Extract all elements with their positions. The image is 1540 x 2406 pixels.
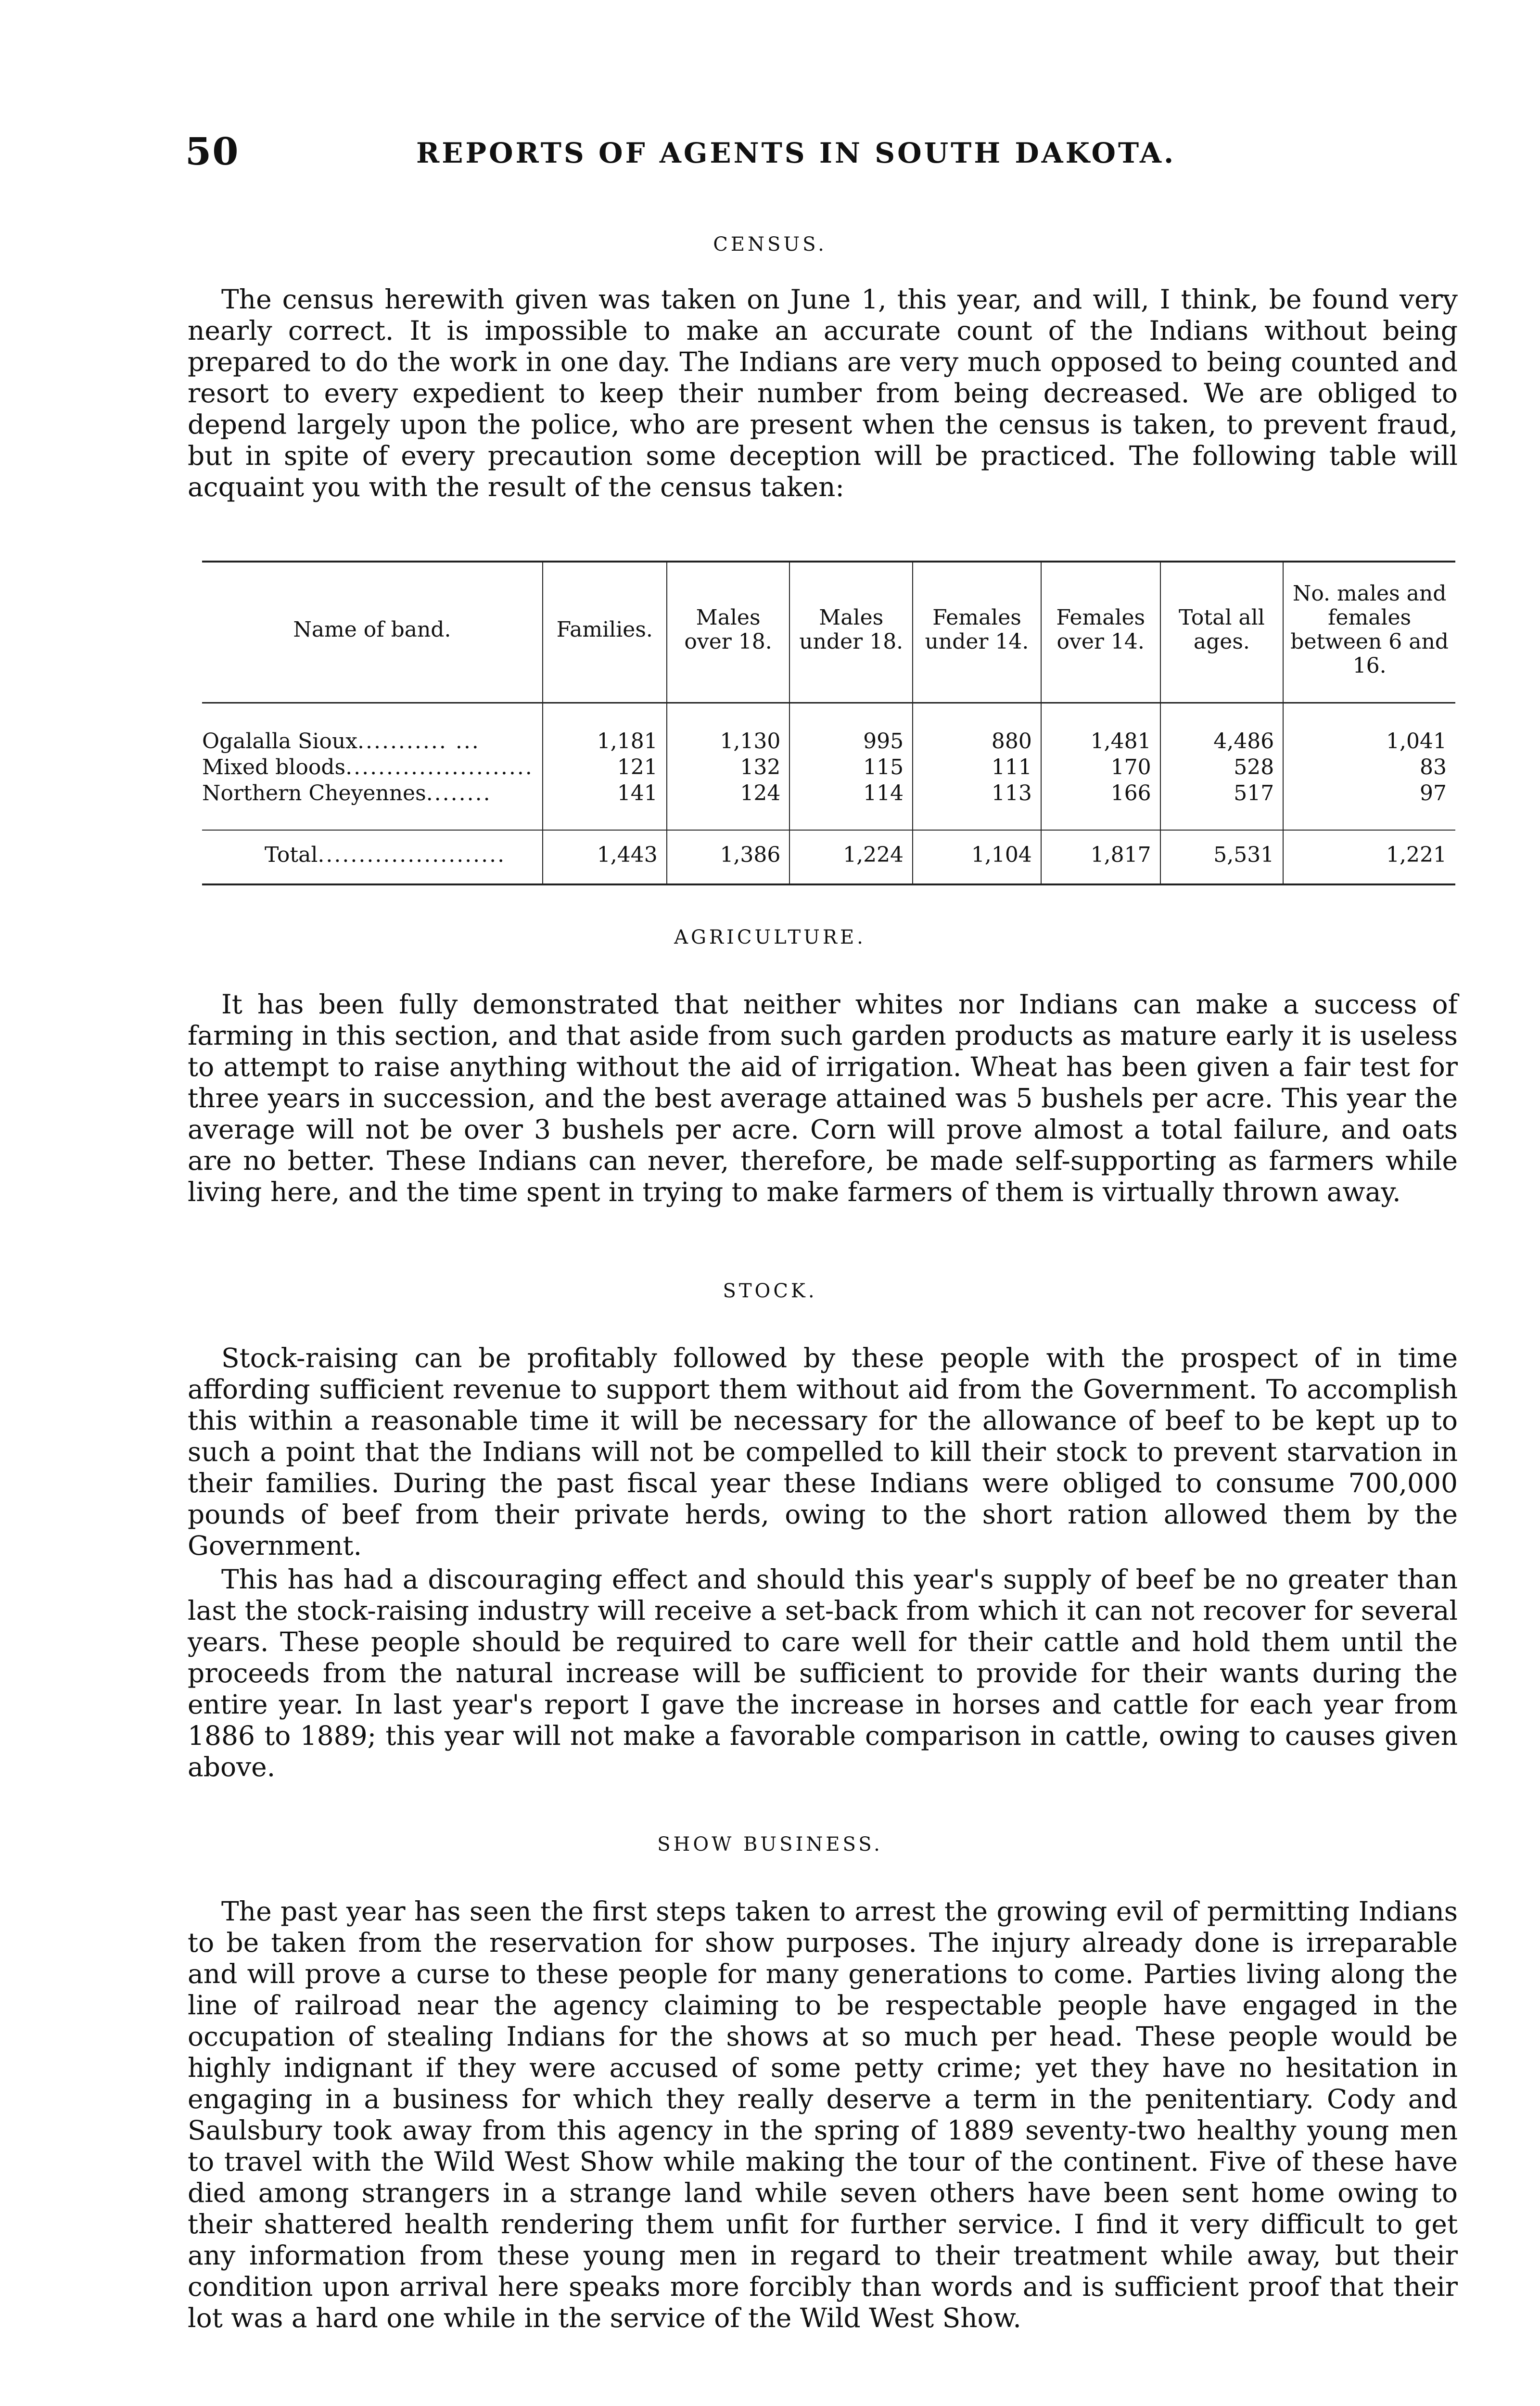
column-header: Males under 18. <box>789 562 913 703</box>
column-header: Families. <box>543 562 667 703</box>
table-cell: 528 <box>1160 754 1284 780</box>
band-name: Northern Cheyennes <box>202 781 426 806</box>
table-cell: 141 <box>543 780 667 806</box>
column-header: Total all ages. <box>1160 562 1284 703</box>
show-business-paragraph: The past year has seen the first steps taken to arrest the growing evil of permitting Indians to be taken from the reservation for show purposes. The injury already done is irreparable and will prove a curse to these people for many generations to come. Parties living along the line of railroad near the agency claiming to be respectable people have engaged in the occupation of stealing Indians for the shows at so much per head. These people would be highly indignant if they were accused of some petty crime; yet they have no hesitation in engaging in a business for which they really deserve a term in the penitentiary. Cody and Saulsbury took away from this agency in the spring of 1889 seventy-two healthy young men to travel with the Wild West Show while making the tour of the continent. Five of these have died among strangers in a strange land while seven others have been sent home owing to their shattered health rendering them unfit for further service. I find it very difficult to get any information from these young men in regard to their treatment while away, but their condition upon arrival here speaks more forcibly than words and is sufficient proof that their lot was a hard one while in the service of the Wild West Show. <box>188 1896 1458 2333</box>
table-row <box>202 754 1455 780</box>
total-label: Total <box>265 843 318 867</box>
band-name-cell <box>202 728 543 754</box>
table-cell: 4,486 <box>1160 728 1284 754</box>
census-table <box>202 561 1455 885</box>
table-row <box>202 728 1455 754</box>
table-cell: 121 <box>543 754 667 780</box>
dot-leaders: ........ <box>426 781 492 806</box>
table-cell: 132 <box>667 754 790 780</box>
stock-paragraph-1: Stock-raising can be profitably followed by these people with the prospect of in time affording sufficient revenue to support them without aid from the Government. To accomplish this within a reasonable time it will be necessary for the allowance of beef to be kept up to such a point that the Indians will not be compelled to kill their stock to prevent starvation in their families. During the past fiscal year these Indians were obliged to consume 700,000 pounds of beef from their private herds, owing to the short ration allowed them by the Government. <box>188 1343 1458 1561</box>
table-cell: 170 <box>1041 754 1160 780</box>
table-header-row <box>202 562 1455 703</box>
band-name-cell <box>202 780 543 806</box>
column-header: Name of band. <box>202 562 543 703</box>
table-cell: 1,221 <box>1283 830 1455 884</box>
table-cell: 111 <box>913 754 1041 780</box>
table-cell: 1,041 <box>1283 728 1455 754</box>
table-cell: 113 <box>913 780 1041 806</box>
agriculture-paragraph: It has been fully demonstrated that neither whites nor Indians can make a success of farming in this section, and that aside from such garden products as mature early it is useless to attempt to raise anything without the aid of irrigation. Wheat has been given a fair test for three years in succession, and the best average attained was 5 bushels per acre. This year the average will not be over 3 bushels per acre. Corn will prove almost a total failure, and oats are no better. These Indians can never, therefore, be made self-supporting as farmers while living here, and the time spent in trying to make farmers of them is virtually thrown away. <box>188 989 1458 1207</box>
table-cell: 83 <box>1283 754 1455 780</box>
column-header: Females over 14. <box>1041 562 1160 703</box>
page-number: 50 <box>185 130 240 174</box>
stock-paragraph-2: This has had a discouraging effect and should this year's supply of beef be no greater than last the stock-raising industry will receive a set-back from which it can not recover for several years. These people should be required to care well for their cattle and hold them until the proceeds from the natural increase will be sufficient to provide for their wants during the entire year. In last year's report I gave the increase in horses and cattle for each year from 1886 to 1889; this year will not make a favorable comparison in cattle, owing to causes given above. <box>188 1564 1458 1782</box>
table-cell: 995 <box>789 728 913 754</box>
agriculture-heading: AGRICULTURE. <box>674 926 866 948</box>
table-cell: 1,130 <box>667 728 790 754</box>
table-cell: 166 <box>1041 780 1160 806</box>
dot-leaders: ........... ... <box>357 729 480 754</box>
show-business-heading: SHOW BUSINESS. <box>657 1833 883 1856</box>
band-name-cell <box>202 754 543 780</box>
table-row <box>202 780 1455 806</box>
table-cell: 124 <box>667 780 790 806</box>
table-cell: 114 <box>789 780 913 806</box>
table-total-row <box>202 830 1455 884</box>
column-header: No. males and females between 6 and 16. <box>1283 562 1455 703</box>
table-cell: 880 <box>913 728 1041 754</box>
column-header: Females under 14. <box>913 562 1041 703</box>
census-paragraph: The census herewith given was taken on June 1, this year, and will, I think, be found very nearly correct. It is impossible to make an accurate count of the Indians without being prepared to do the work in one day. The Indians are very much opposed to being counted and resort to every expedient to keep their number from being decreased. We are obliged to depend largely upon the police, who are present when the census is taken, to prevent fraud, but in spite of every precaution some deception will be practiced. The following table will acquaint you with the result of the census taken: <box>188 284 1458 502</box>
band-name: Ogalalla Sioux <box>202 729 357 754</box>
table-cell: 1,481 <box>1041 728 1160 754</box>
table-cell: 1,817 <box>1041 830 1160 884</box>
band-name: Mixed bloods <box>202 755 346 780</box>
dot-leaders: ....................... <box>345 755 534 780</box>
table-cell: 5,531 <box>1160 830 1284 884</box>
census-heading: CENSUS. <box>713 233 827 256</box>
table-cell: 1,386 <box>667 830 790 884</box>
page-header <box>185 130 1446 183</box>
table-cell: 1,443 <box>543 830 667 884</box>
table-cell: 1,104 <box>913 830 1041 884</box>
dot-leaders: ....................... <box>318 843 506 867</box>
table-cell: 115 <box>789 754 913 780</box>
total-label-cell <box>202 830 543 884</box>
stock-heading: STOCK. <box>723 1280 817 1302</box>
table-cell: 1,224 <box>789 830 913 884</box>
column-header: Males over 18. <box>667 562 790 703</box>
running-title: REPORTS OF AGENTS IN SOUTH DAKOTA. <box>416 137 1176 169</box>
table-cell: 517 <box>1160 780 1284 806</box>
table-cell: 1,181 <box>543 728 667 754</box>
table-cell: 97 <box>1283 780 1455 806</box>
